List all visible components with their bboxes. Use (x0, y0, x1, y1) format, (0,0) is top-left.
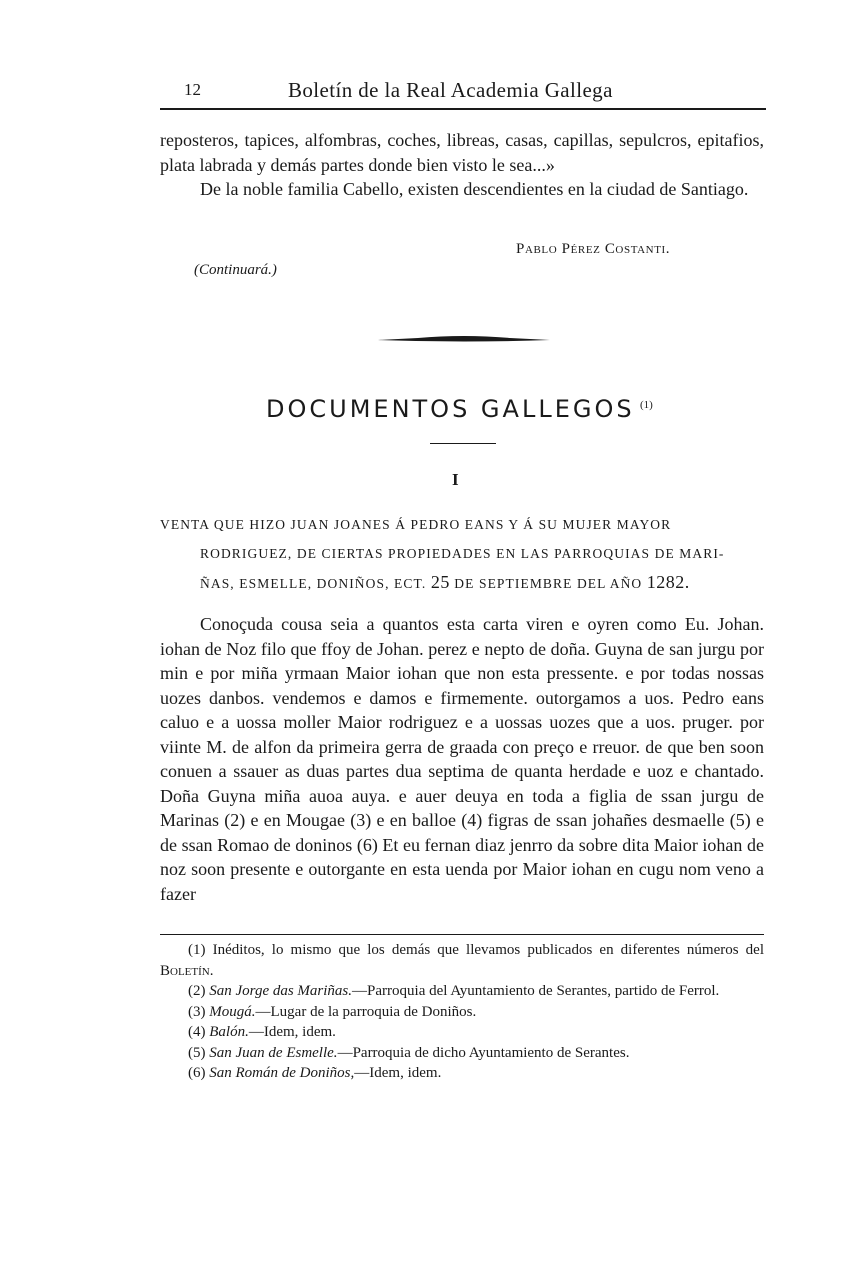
footnote-2 (160, 981, 764, 1002)
page-number: 12 (184, 80, 201, 99)
footnote-number: (2) (188, 983, 206, 999)
running-title: Boletín de la Real Academia Gallega (288, 78, 613, 102)
footnote-5 (160, 1043, 764, 1064)
heading-date-year: 1282. (646, 572, 690, 592)
heading-line-3a: ÑAS, ESMELLE, DONIÑOS, ECT. (200, 576, 427, 591)
footnotes (160, 940, 764, 1084)
heading-date-day: 25 (430, 572, 450, 592)
previous-paragraph-1: reposteros, tapices, alfombras, coches, libreas, casas, capillas, sepulcros, epitafios, plata labrada y demás partes donde bien visto le sea...» (160, 130, 764, 175)
footnote-place: San Román de Doniños, (209, 1065, 355, 1081)
previous-article-ending (160, 128, 764, 202)
heading-line-3b: DE SEPTIEMBRE DEL AÑO (454, 576, 643, 591)
document-heading (160, 510, 764, 598)
heading-line-2: RODRIGUEZ, DE CIERTAS PROPIEDADES EN LAS PARROQUIAS DE MARI- (200, 546, 725, 561)
footnote-1 (160, 940, 764, 981)
document-number: I (452, 470, 459, 489)
footnote-number: (3) (188, 1003, 206, 1020)
footnote-place: Balón. (209, 1024, 249, 1040)
footnote-number: (1) (188, 942, 206, 958)
document-text: Conoçuda cousa seia a quantos esta carta viren e oyren como Eu. Johan. iohan de Noz filo que ffoy de Johan. perez e nepto de doña. Guyna de san jurgu por min e por miña yrmaan Maior iohan que non esta pressente. e por todas nossas uozes danbos. vendemos e damos e firmemente. outorgamos a uos. Pedro eans caluo e a uossa moller Maior rodriguez e a uossas uozes que a uos. pruger. por viinte M. de alfon da primeira gerra de graada con preço e rreuor. de que ben soon conuen a ssauer as duas partes dua septima de quanta herdade e uoz e chantado. Doña Guyna miña auoa auya. e auer deuya en toda a figlia de ssan jurgu de Marinas (2) e en Mougae (3) e en balloe (4) figras de ssan johañes desmaelle (5) e de ssan Romao de doninos (6) Et eu fernan diaz jenrro da sobre dita Maior iohan de noz soon presente e outorgante en esta uenda por Maior iohan en cugu nom veno a fazer (160, 614, 764, 904)
footnote-number: (6) (188, 1065, 206, 1081)
footnote-text: —Lugar de la parroquia de Doniños. (255, 1003, 477, 1020)
document-body (160, 612, 764, 906)
footnote-number: (5) (188, 1044, 206, 1061)
heading-line-3 (160, 568, 764, 598)
footnote-place: San Juan de Esmelle. (209, 1044, 338, 1061)
title-footnote-marker: (1) (640, 399, 653, 411)
footnote-place: San Jorge das Mariñas. (209, 983, 353, 999)
title-rule (430, 443, 496, 444)
footnote-number: (4) (188, 1024, 206, 1040)
section-title: DOCUMENTOS GALLEGOS (266, 395, 635, 423)
footnote-4 (160, 1022, 764, 1043)
footnote-reference: Boletín. (160, 962, 214, 979)
footnote-text: —Parroquia del Ayuntamiento de Serantes, partido de Ferrol. (352, 983, 720, 999)
page-header (180, 80, 766, 108)
header-rule (160, 108, 766, 110)
author-signature: Pablo Pérez Costanti. (516, 241, 671, 257)
footnote-3 (160, 1002, 764, 1023)
continuation-note: (Continuará.) (194, 262, 277, 278)
previous-paragraph-2: De la noble familia Cabello, existen descendientes en la ciudad de Santiago. (200, 179, 749, 199)
footnote-place: Mougá. (209, 1003, 256, 1020)
footnote-6 (160, 1063, 764, 1084)
divider-ornament (378, 333, 550, 345)
footnote-text: —Idem, idem. (248, 1024, 336, 1040)
footnote-text: Inéditos, lo mismo que los demás que llevamos publicados en diferentes números del (212, 942, 764, 958)
footnote-rule (160, 934, 764, 935)
footnote-text: —Parroquia de dicho Ayuntamiento de Serantes. (337, 1044, 630, 1061)
heading-line-1: VENTA QUE HIZO JUAN JOANES Á PEDRO EANS Y Á SU MUJER MAYOR (160, 517, 672, 532)
footnote-text: —Idem, idem. (354, 1065, 442, 1081)
